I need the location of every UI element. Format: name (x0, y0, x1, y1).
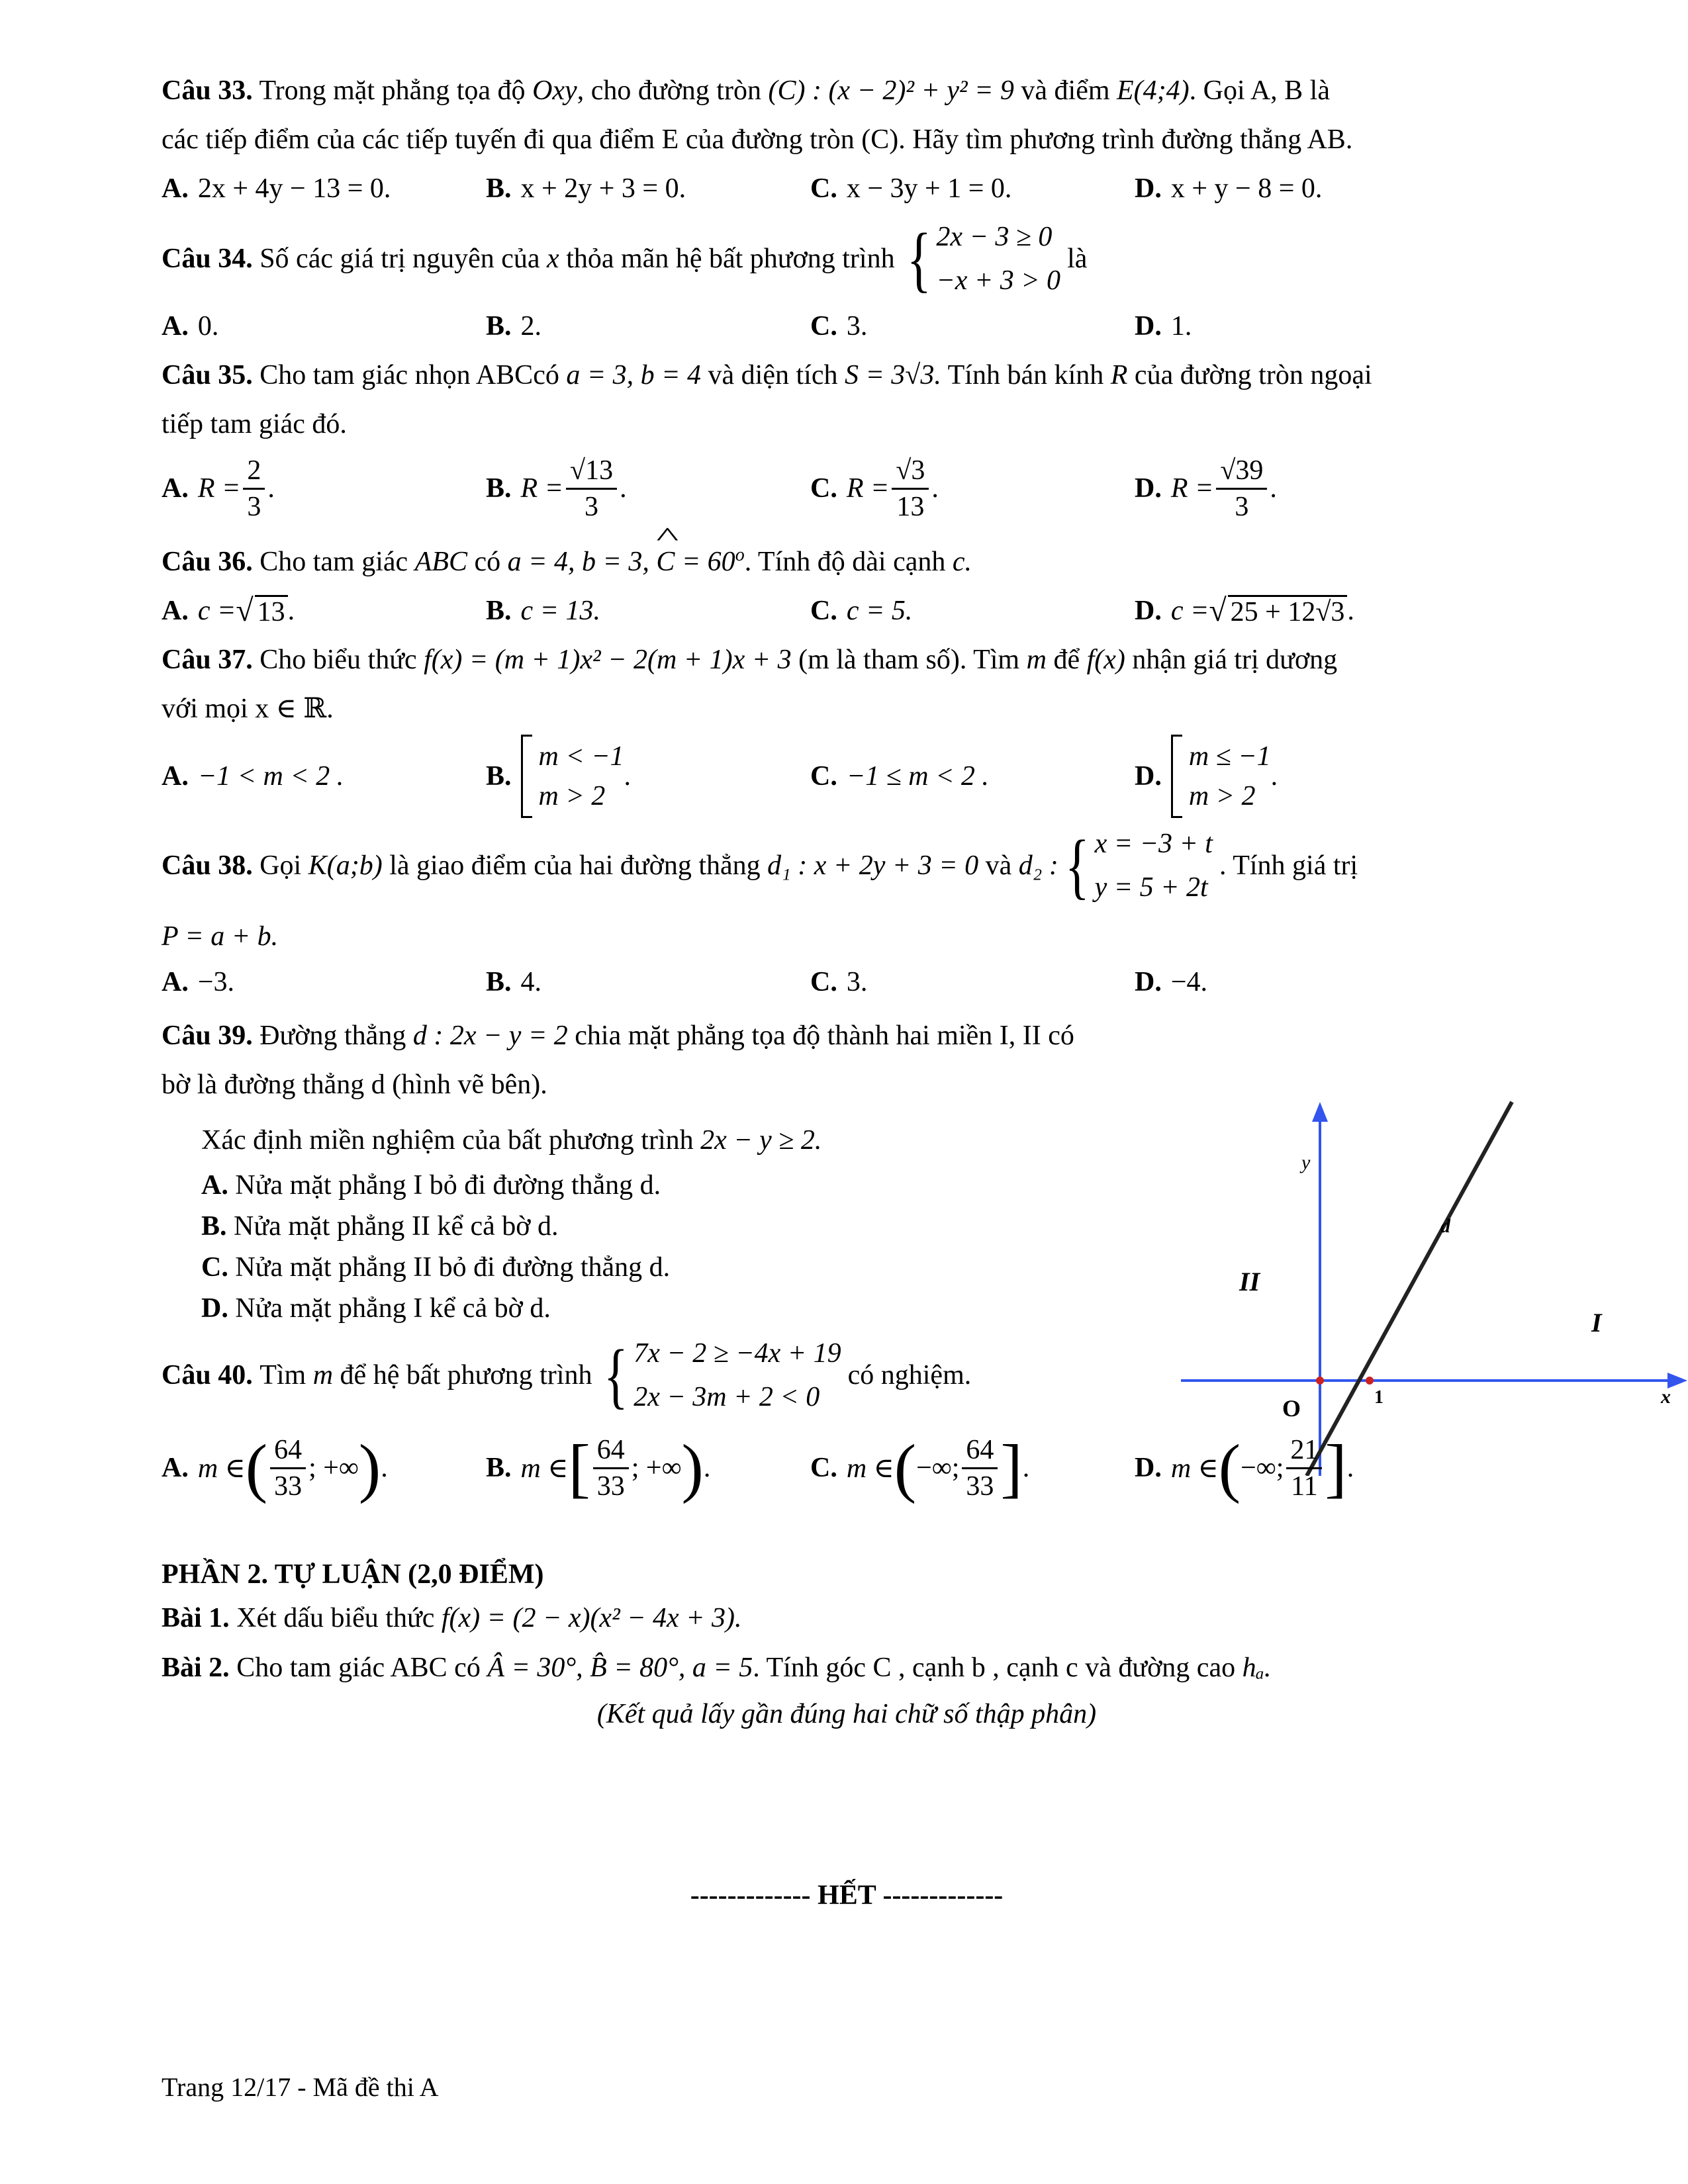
q38-option-a[interactable] (162, 961, 486, 1003)
option-text: x − 3y + 1 = 0. (846, 173, 1012, 204)
q38-text3: và (985, 850, 1012, 881)
option-label: A. (162, 473, 189, 504)
option-label: C. (810, 311, 837, 341)
q38-option-c[interactable] (810, 961, 1135, 1003)
q36-angle: ^ C (656, 537, 675, 586)
q36-c: c. (952, 547, 972, 577)
question-39 (162, 1011, 1168, 1329)
option-suffix: . (1022, 1453, 1030, 1483)
option-suffix: . (267, 473, 275, 504)
option-label: A. (162, 761, 189, 792)
q34-options (162, 302, 1532, 351)
question-37 (162, 635, 1532, 819)
option-suffix: . (703, 1453, 711, 1483)
option-text: x + y − 8 = 0. (1170, 173, 1323, 204)
option-text: 3. (846, 967, 868, 997)
region-i-label: I (1591, 1308, 1602, 1338)
denominator: 33 (596, 1471, 625, 1502)
option-label: C. (810, 761, 837, 792)
bai1-text: Xét dấu biểu thức (236, 1603, 435, 1633)
radicand: 25 + 12√3 (1228, 595, 1348, 627)
q36-label: Câu 36. (162, 547, 253, 577)
numerator: √39 (1216, 453, 1267, 490)
close-bracket: ] (1000, 1431, 1023, 1504)
q35-text2: và diện tích (708, 360, 838, 390)
q38-k: K(a;b) (308, 850, 383, 881)
q40-text1: Tìm (259, 1360, 306, 1390)
q40-m: m (312, 1360, 334, 1390)
question-33 (162, 66, 1532, 213)
close-bracket: ] (1325, 1431, 1347, 1504)
q33-text1: Trong mặt phẳng tọa độ (259, 75, 526, 106)
q37-label: Câu 37. (162, 645, 253, 675)
q35-r: R (1110, 360, 1128, 390)
bracket (1171, 735, 1182, 818)
q40-option-c[interactable] (810, 1433, 1135, 1504)
fraction (1286, 1433, 1322, 1504)
q33-text3: và điểm (1021, 75, 1110, 106)
option-prefix: m ∈ (1170, 1453, 1219, 1484)
interval-start: −∞; (1241, 1453, 1284, 1483)
q35-options (162, 449, 1532, 528)
q38-text2: là giao điểm của hai đường thẳng (389, 850, 761, 881)
q36-angle-value: = 60 (681, 547, 735, 577)
option-text: 4. (520, 967, 542, 997)
q39-text2: chia mặt phẳng tọa độ thành hai miền I, II có (575, 1021, 1074, 1051)
q37-text3: để (1053, 645, 1080, 675)
option-label: C. (810, 1453, 837, 1483)
q35-option-d[interactable] (1135, 453, 1459, 524)
q35-area: S = 3√3. (844, 360, 941, 390)
option-label: C. (810, 473, 837, 504)
denominator: 33 (966, 1471, 994, 1502)
q36-text1: Cho tam giác (259, 547, 408, 577)
q36-option-b[interactable] (486, 586, 810, 635)
option-suffix: . (624, 761, 632, 792)
interval-end: ; +∞ (631, 1453, 682, 1483)
q39-line3: Xác định miền nghiệm của bất phương trình (201, 1125, 694, 1156)
bracket (521, 735, 532, 818)
numerator: 64 (593, 1433, 629, 1469)
numerator: √3 (892, 453, 929, 490)
q34-row2: −x + 3 > 0 (936, 265, 1061, 296)
q35-text4: của đường tròn ngoại (1134, 360, 1372, 390)
q35-text1: Cho tam giác nhọn ABCcó (259, 360, 559, 390)
option-text: −1 < m < 2 . (197, 761, 344, 792)
bracket-row: m > 2 (1188, 781, 1256, 811)
q37-text4: nhận giá trị dương (1132, 645, 1338, 675)
option-suffix: . (1346, 1453, 1354, 1483)
bracket-set (521, 735, 624, 818)
q37-fx: f(x) (1086, 645, 1125, 675)
denominator: 3 (247, 491, 261, 522)
q37-option-d[interactable] (1135, 735, 1459, 818)
option-label: B. (486, 596, 512, 626)
brace: { (604, 1335, 629, 1416)
option-prefix: c = (197, 596, 236, 626)
option-text: c = 5. (846, 596, 913, 626)
bracket-set (1171, 735, 1271, 818)
option-text: Nửa mặt phẳng II bỏ đi đường thẳng d. (235, 1252, 671, 1283)
line-d-label: d (1440, 1215, 1450, 1237)
q34-option-d[interactable] (1135, 302, 1459, 351)
option-label: D. (1135, 967, 1162, 997)
option-suffix: . (931, 473, 939, 504)
page-footer: Trang 12/17 - Mã đề thi A (162, 2072, 439, 2102)
q37-option-a[interactable] (162, 760, 486, 792)
q40-option-b[interactable] (486, 1433, 810, 1504)
interval-start: −∞; (916, 1453, 960, 1483)
q33-text4: . Gọi A, B là (1189, 75, 1330, 106)
option-text: x + 2y + 3 = 0. (520, 173, 686, 204)
q36-given: a = 4, b = 3, (507, 547, 649, 577)
option-label: B. (201, 1211, 227, 1242)
option-text: 1. (1170, 311, 1192, 341)
option-prefix: m ∈ (846, 1453, 894, 1484)
region-ii-label: II (1239, 1267, 1260, 1297)
radicand: 13 (255, 595, 288, 627)
bai2-text: Cho tam giác ABC có (236, 1653, 481, 1683)
option-text: Nửa mặt phẳng II kể cả bờ d. (234, 1211, 559, 1242)
q33-point: E(4;4) (1117, 75, 1190, 106)
q33-line2: các tiếp điểm của các tiếp tuyến đi qua điểm E của đường tròn (C). Hãy tìm phương trình đường thẳng AB. (162, 124, 1353, 155)
q39-eq: d : 2x − y = 2 (412, 1021, 568, 1051)
q33-option-c[interactable] (810, 164, 1135, 213)
option-text: 2. (520, 311, 542, 341)
q38-line2: P = a + b. (162, 921, 279, 952)
option-prefix: R = (197, 473, 241, 504)
q40-text2: để hệ bất phương trình (340, 1360, 592, 1390)
option-label: D. (1135, 1453, 1162, 1483)
fraction (566, 453, 617, 524)
q34-text2: thỏa mãn hệ bất phương trình (566, 244, 895, 274)
option-label: D. (1135, 596, 1162, 626)
option-label: B. (486, 967, 512, 997)
q38-label: Câu 38. (162, 850, 253, 881)
q37-option-c[interactable] (810, 760, 1135, 792)
q39-ineq: 2x − y ≥ 2. (700, 1125, 822, 1156)
q40-option-d[interactable] (1135, 1433, 1459, 1504)
option-label: D. (1135, 761, 1162, 792)
option-label: A. (162, 173, 189, 204)
q37-text1: Cho biểu thức (259, 645, 417, 675)
q33-oxy: Oxy (532, 75, 577, 106)
question-40 (162, 1329, 1532, 1514)
q36-options (162, 586, 1532, 635)
brace: { (1064, 825, 1090, 906)
part2-bai1 (162, 1595, 1532, 1641)
intercept-label: 1 (1374, 1387, 1383, 1408)
denominator: 11 (1291, 1471, 1318, 1502)
denominator: 33 (274, 1471, 303, 1502)
question-38 (162, 819, 1532, 1003)
option-suffix: . (1347, 596, 1354, 626)
option-suffix: . (381, 1453, 388, 1483)
option-label: D. (1135, 173, 1162, 204)
q35-line2: tiếp tam giác đó. (162, 409, 347, 439)
q39-option-d[interactable] (201, 1288, 1168, 1329)
option-text: c = 13. (520, 596, 600, 626)
option-label: D. (1135, 311, 1162, 341)
q40-row1: 7x − 2 ≥ −4x + 19 (633, 1338, 841, 1369)
q38-text1: Gọi (259, 850, 302, 881)
y-axis-label: y (1301, 1152, 1311, 1173)
q34-text3: là (1067, 244, 1088, 274)
q39-line2: bờ là đường thẳng d (hình vẽ bên). (162, 1069, 547, 1100)
numerator: 2 (243, 453, 265, 490)
option-text: Nửa mặt phẳng I kể cả bờ d. (235, 1293, 551, 1324)
interval-end: ; +∞ (308, 1453, 359, 1483)
q36-option-d[interactable] (1135, 586, 1459, 635)
question-34 (162, 216, 1532, 351)
q38-text4: . Tính giá trị (1219, 850, 1358, 881)
q35-text3: Tính bán kính (947, 360, 1104, 390)
q33-text2: , cho đường tròn (577, 75, 761, 106)
q35-option-c[interactable] (810, 453, 1135, 524)
bracket-row: m ≤ −1 (1188, 741, 1271, 772)
option-text: Nửa mặt phẳng I bỏ đi đường thẳng d. (235, 1170, 661, 1201)
q36-option-c[interactable] (810, 586, 1135, 635)
option-text: −4. (1170, 967, 1208, 997)
q38-row1: x = −3 + t (1094, 829, 1213, 859)
option-suffix: . (620, 473, 627, 504)
q34-text1: Số các giá trị nguyên của (259, 244, 540, 274)
fraction (270, 1433, 306, 1504)
q39-label: Câu 39. (162, 1021, 253, 1051)
q35-option-a[interactable] (162, 453, 486, 524)
sqrt-sign: √ (1209, 593, 1227, 628)
exam-page (162, 66, 1671, 1911)
option-prefix: m ∈ (197, 1453, 246, 1484)
denominator: 3 (1235, 491, 1249, 522)
part2-bai2 (162, 1641, 1532, 1694)
q38-option-b[interactable] (486, 961, 810, 1003)
option-prefix: c = (1170, 596, 1209, 626)
part2-note: (Kết quả lấy gần đúng hai chữ số thập phân) (596, 1699, 1097, 1729)
q36-text2: có (474, 547, 501, 577)
q34-system (902, 215, 1060, 302)
q39-option-c[interactable] (201, 1247, 1168, 1288)
q39-option-b[interactable] (201, 1206, 1168, 1247)
q36-option-a[interactable] (162, 586, 486, 635)
q33-option-d[interactable] (1135, 164, 1459, 213)
bracket-row: m > 2 (538, 781, 606, 811)
q33-label: Câu 33. (162, 75, 253, 106)
q38-d1: d₁ : x + 2y + 3 = 0 (767, 850, 979, 881)
q34-option-a[interactable] (162, 302, 486, 351)
q37-expr: f(x) = (m + 1)x² − 2(m + 1)x + 3 (424, 645, 792, 675)
option-label: B. (486, 173, 512, 204)
option-prefix: R = (1170, 473, 1214, 504)
q34-var: x (547, 244, 559, 274)
option-label: B. (486, 311, 512, 341)
denominator: 3 (585, 491, 599, 522)
q33-options (162, 164, 1532, 213)
q40-label: Câu 40. (162, 1360, 253, 1390)
q38-row2: y = 5 + 2t (1094, 872, 1208, 903)
option-suffix: . (287, 596, 295, 626)
brace: { (906, 218, 931, 299)
option-text: −1 ≤ m < 2 . (846, 761, 989, 792)
open-bracket: ( (1218, 1431, 1241, 1504)
option-suffix: . (1270, 761, 1278, 792)
option-label: B. (486, 1453, 512, 1483)
part2-title: PHẦN 2. TỰ LUẬN (2,0 ĐIỂM) (162, 1559, 544, 1590)
q37-text2: (m là tham số). Tìm (798, 645, 1020, 675)
option-label: A. (162, 967, 189, 997)
q36-degree: o (735, 545, 745, 565)
y-axis-arrow (1312, 1102, 1328, 1122)
option-prefix: R = (520, 473, 564, 504)
option-text: 2x + 4y − 13 = 0. (197, 173, 391, 204)
denominator: 13 (896, 491, 925, 522)
question-36 (162, 531, 1532, 635)
option-label: A. (162, 596, 189, 626)
q37-line2: với mọi x ∈ ℝ. (162, 694, 334, 724)
option-label: C. (201, 1252, 228, 1283)
option-text: 3. (846, 311, 868, 341)
option-label: D. (1135, 473, 1162, 504)
q38-options (162, 961, 1532, 1003)
numerator: 21 (1286, 1433, 1322, 1469)
q38-system (1060, 822, 1213, 909)
option-label: A. (201, 1170, 228, 1201)
fraction (243, 453, 265, 524)
option-label: A. (162, 1453, 189, 1483)
bai1-expr: f(x) = (2 − x)(x² − 4x + 3). (441, 1603, 742, 1633)
fraction (1216, 453, 1267, 524)
option-label: C. (810, 173, 837, 204)
q40-options (162, 1422, 1532, 1514)
bai2-h: hₐ. (1242, 1653, 1272, 1683)
option-label: C. (810, 596, 837, 626)
close-bracket: ) (358, 1431, 381, 1504)
option-label: B. (486, 473, 512, 504)
numerator: 64 (270, 1433, 306, 1469)
fraction (962, 1433, 998, 1504)
q35-label: Câu 35. (162, 360, 253, 390)
q33-option-a[interactable] (162, 164, 486, 213)
q35-given: a = 3, b = 4 (566, 360, 702, 390)
q37-option-b[interactable] (486, 735, 810, 818)
fraction (892, 453, 929, 524)
bai2-label: Bài 2. (162, 1653, 230, 1683)
bai2-given: Â = 30°, B̂ = 80°, a = 5 (487, 1653, 753, 1683)
option-text: 0. (197, 311, 219, 341)
option-label: C. (810, 967, 837, 997)
option-suffix: . (1270, 473, 1277, 504)
origin-label: O (1282, 1395, 1301, 1422)
option-text: −3. (197, 967, 235, 997)
bracket-row: m < −1 (538, 741, 624, 772)
q38-d2: d₂ : (1018, 850, 1058, 881)
q39-options (162, 1165, 1168, 1329)
q40-system (598, 1332, 841, 1419)
bai2-text2: . Tính góc C , cạnh b , cạnh c và đường cao (753, 1653, 1236, 1683)
sqrt-sign: √ (236, 593, 254, 628)
fraction (593, 1433, 629, 1504)
open-bracket: ( (245, 1431, 268, 1504)
q37-m: m (1026, 645, 1047, 675)
option-label: D. (201, 1293, 228, 1324)
end-marker: ------------- HẾT ------------- (690, 1880, 1004, 1911)
q36-text3: . Tính độ dài cạnh (744, 547, 946, 577)
bai1-label: Bài 1. (162, 1603, 230, 1633)
q33-option-b[interactable] (486, 164, 810, 213)
q40-text3: có nghiệm. (847, 1360, 972, 1390)
option-label: B. (486, 761, 512, 792)
q37-options (162, 733, 1532, 819)
numerator: 64 (962, 1433, 998, 1469)
q35-option-b[interactable] (486, 453, 810, 524)
q39-text1: Đường thẳng (259, 1021, 406, 1051)
close-bracket: ) (681, 1431, 704, 1504)
option-prefix: R = (846, 473, 890, 504)
q34-label: Câu 34. (162, 244, 253, 274)
x-axis-label: x (1661, 1386, 1671, 1408)
question-35 (162, 351, 1532, 528)
open-bracket: [ (568, 1431, 590, 1504)
q34-option-b[interactable] (486, 302, 810, 351)
q39-option-a[interactable] (201, 1165, 1168, 1206)
option-prefix: m ∈ (520, 1453, 569, 1484)
q33-circle: (C) : (x − 2)² + y² = 9 (768, 75, 1014, 106)
open-bracket: ( (894, 1431, 917, 1504)
q40-option-a[interactable] (162, 1433, 486, 1504)
q40-row2: 2x − 3m + 2 < 0 (633, 1382, 820, 1412)
q34-option-c[interactable] (810, 302, 1135, 351)
option-label: A. (162, 311, 189, 341)
numerator: √13 (566, 453, 617, 490)
q34-row1: 2x − 3 ≥ 0 (936, 222, 1053, 252)
q38-option-d[interactable] (1135, 961, 1459, 1003)
q36-abc: ABC (414, 547, 467, 577)
part-2 (162, 1554, 1532, 1734)
